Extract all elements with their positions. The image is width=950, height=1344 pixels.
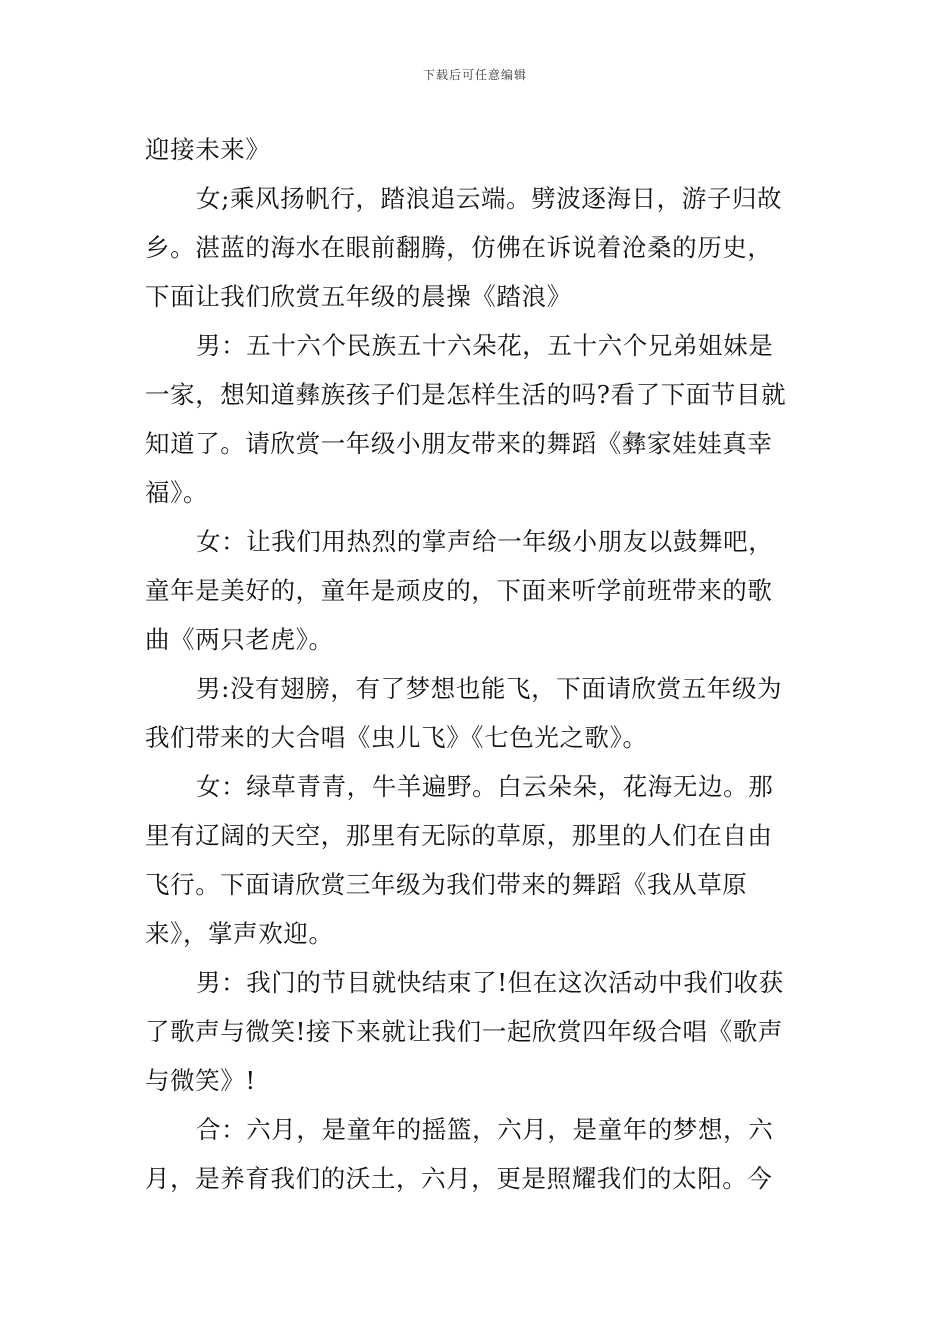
text-line: 男:没有翅膀，有了梦想也能飞，下面请欣赏五年级为 bbox=[196, 674, 783, 703]
paragraph-female-host-1 bbox=[145, 174, 810, 321]
text-line: 男：五十六个民族五十六朵花，五十六个兄弟姐妹是 bbox=[196, 331, 774, 360]
paragraph-female-host-3 bbox=[145, 762, 810, 958]
paragraph-together bbox=[145, 1105, 810, 1203]
text-line: 里有辽阔的天空，那里有无际的草原，那里的人们在自由 bbox=[145, 821, 773, 850]
text-line: 知道了。请欣赏一年级小朋友带来的舞蹈《彝家娃娃真幸 bbox=[145, 429, 773, 458]
text-line: 童年是美好的，童年是顽皮的，下面来听学前班带来的歌 bbox=[145, 576, 773, 605]
text-line: 乡。湛蓝的海水在眼前翻腾，仿佛在诉说着沧桑的历史， bbox=[145, 233, 773, 262]
text-line: 女;乘风扬帆行，踏浪追云端。劈波逐海日，游子归故 bbox=[196, 184, 783, 213]
text-line: 了歌声与微笑!接下来就让我们一起欣赏四年级合唱《歌声 bbox=[145, 1017, 783, 1046]
document-body bbox=[145, 125, 810, 1203]
paragraph-male-host-3 bbox=[145, 958, 810, 1105]
text-line: 月，是养育我们的沃土，六月，更是照耀我们的太阳。今 bbox=[145, 1164, 773, 1193]
text-line: 来》，掌声欢迎。 bbox=[145, 919, 334, 948]
text-line: 一家，想知道彝族孩子们是怎样生活的吗?看了下面节目就 bbox=[145, 380, 787, 409]
paragraph-continuation bbox=[145, 125, 810, 174]
text-line: 女：让我们用热烈的掌声给一年级小朋友以鼓舞吧， bbox=[196, 527, 774, 556]
text-line: 下面让我们欣赏五年级的晨操《踏浪》 bbox=[145, 282, 572, 311]
text-line: 与微笑》! bbox=[145, 1066, 256, 1095]
paragraph-female-host-2 bbox=[145, 517, 810, 664]
text-line: 合：六月，是童年的摇篮，六月，是童年的梦想，六 bbox=[196, 1115, 774, 1144]
paragraph-male-host-2 bbox=[145, 664, 810, 762]
text-line: 男：我门的节目就快结束了!但在这次活动中我们收获 bbox=[196, 968, 784, 997]
text-line: 我们带来的大合唱《虫儿飞》《七色光之歌》。 bbox=[145, 723, 648, 752]
paragraph-male-host-1 bbox=[145, 321, 810, 517]
text-line: 女：绿草青青，牛羊遍野。白云朵朵，花海无边。那 bbox=[196, 772, 774, 801]
text-line: 福》。 bbox=[145, 478, 209, 507]
text-line: 曲《两只老虎》。 bbox=[145, 625, 334, 654]
page-header: 下载后可任意编辑 bbox=[422, 68, 527, 82]
text-line: 飞行。下面请欣赏三年级为我们带来的舞蹈《我从草原 bbox=[145, 870, 748, 899]
text-line: 迎接未来》 bbox=[145, 135, 271, 164]
